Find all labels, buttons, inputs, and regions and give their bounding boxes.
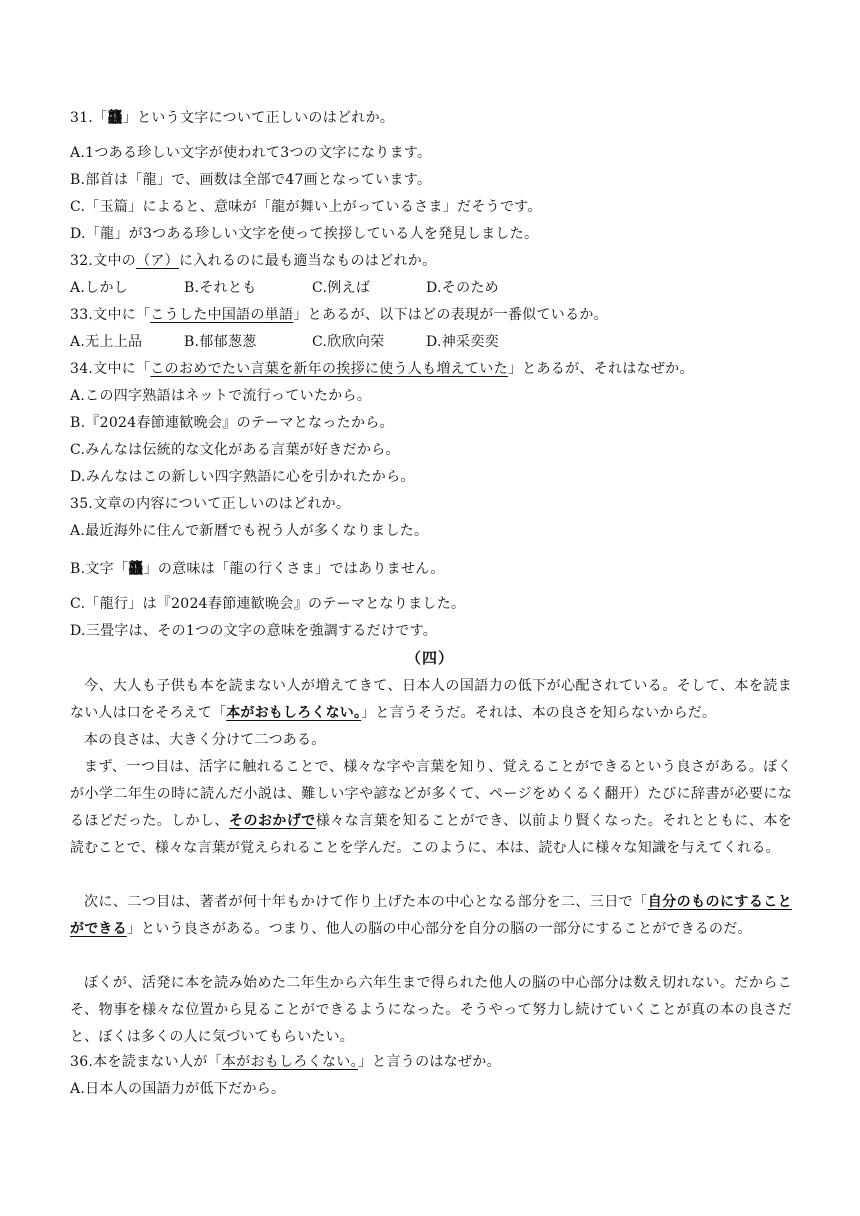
- q36-stem: 36.本を読まない人が「本がおもしろくない。」と言うのはなぜか。: [70, 1054, 501, 1070]
- q33-quote: こうした中国語の単語: [150, 307, 294, 323]
- passage-quote-book-not-interesting: 本がおもしろくない。: [226, 705, 362, 721]
- q33-option-c: C.欣欣向荣: [312, 334, 385, 350]
- q33-option-a: A.无上上品: [70, 334, 143, 350]
- q31-stem: 31.「龘」という文字について正しいのはどれか。: [70, 108, 395, 126]
- dragon-triple-char: 龘: [107, 108, 123, 126]
- passage-paragraph-2: 本の良さは、大きく分けて二つある。: [84, 732, 326, 748]
- q32-option-a: A.しかし: [70, 280, 129, 296]
- q32-options: [70, 278, 499, 298]
- q35-stem: 35.文章の内容について正しいのはどれか。: [70, 496, 351, 512]
- q31-option-c: C.「玉篇」によると、意味が「龍が舞い上がっているさま」だそうです。: [70, 199, 542, 215]
- q35-option-d: D.三畳字は、その1つの文字の意味を強調するだけです。: [70, 623, 438, 639]
- q35-option-b: B.文字「龘」の意味は「龍の行くさま」ではありません。: [70, 559, 445, 577]
- q33-stem: 33.文中に「こうした中国語の単語」とあるが、以下はどの表現が一番似ているか。: [70, 307, 608, 323]
- q32-blank: （ア）: [136, 253, 179, 269]
- q34-option-d: D.みんなはこの新しい四字熟語に心を引かれたから。: [70, 469, 415, 485]
- passage-emphasis-thanks-to-that: そのおかげで: [229, 813, 316, 829]
- q32-option-d: D.そのため: [426, 280, 499, 296]
- q32-stem: 32.文中の（ア）に入れるのに最も適当なものはどれか。: [70, 253, 437, 269]
- q35-option-c: C.「龍行」は『2024春節連歓晩会』のテーマとなりました。: [70, 596, 466, 612]
- q34-option-b: B.『2024春節連歓晩会』のテーマとなったから。: [70, 415, 394, 431]
- q31-option-b: B.部首は「龍」で、画数は全部で47画となっています。: [70, 172, 432, 188]
- q34-option-a: A.この四字熟語はネットで流行っていたから。: [70, 388, 372, 404]
- passage-paragraph-3: まず、一つ目は、活字に触れることで、様々な字や言葉を知り、覚えることができるという良さがある。ぼくが小学二年生の時に読んだ小説は、難しい字や諺などが多くて、ページをめくるく翻开）たびに辞書が必要になるほどだった。しかし、そのおかげで様々な言葉を知ることができ、以前より賢くなった。それとともに、本を読むことで、様々な言葉が覚えられることを学んだ。このように、本は、読む人に様々な知識を与えてくれる。: [70, 759, 793, 856]
- passage-paragraph-5: ぼくが、活発に本を読み始めた二年生から六年生まで得られた他人の脳の中心部分は数え切れない。だからこそ、物事を様々な位置から見ることができるようになった。そうやって努力し続けていくことが真の本の良さだと、ぼくは多くの人に気づいてもらいたい。: [70, 975, 792, 1045]
- passage-emphasis-make-it-own: 自分のものにすることができる: [70, 894, 792, 937]
- passage-paragraph-1: 今、大人も子供も本を読まない人が増えてきて、日本人の国語力の低下が心配されている。そして、本を読まない人は口をそろえて「本がおもしろくない。」と言うそうだ。それは、本の良さを知らないからだ。: [70, 678, 792, 721]
- q34-option-c: C.みんなは伝統的な文化がある言葉が好きだから。: [70, 442, 400, 458]
- q31-option-a: A.1つある珍しい文字が使われて3つの文字になります。: [70, 145, 432, 161]
- dragon-triple-char: 龘: [128, 559, 144, 577]
- q31-option-d: D.「龍」が3つある珍しい文字を使って挨拶している人を発見しました。: [70, 226, 539, 242]
- q34-quote: このおめでたい言葉を新年の挨拶に使う人も増えていた: [150, 361, 508, 377]
- q36-option-a: A.日本人の国語力が低下だから。: [70, 1081, 286, 1097]
- q32-option-c: C.例えば: [312, 280, 371, 296]
- q33-option-b: B.郁郁葱葱: [184, 334, 257, 350]
- q34-stem: 34.文中に「このおめでたい言葉を新年の挨拶に使う人も増えていた」とあるが、それはなぜか。: [70, 361, 694, 377]
- q32-option-b: B.それとも: [184, 280, 257, 296]
- q36-quote: 本がおもしろくない。: [221, 1054, 358, 1070]
- q35-option-a: A.最近海外に住んで新暦でも祝う人が多くなりました。: [70, 523, 429, 539]
- q33-options: [70, 332, 499, 352]
- section-heading: （四）: [405, 649, 454, 667]
- passage-paragraph-4: 次に、二つ目は、著者が何十年もかけて作り上げた本の中心となる部分を二、三日で「自分のものにすることができる」という良さがある。つまり、他人の脳の中心部分を自分の脳の一部分にすることができるのだ。: [70, 894, 792, 937]
- q33-option-d: D.神采奕奕: [426, 334, 499, 350]
